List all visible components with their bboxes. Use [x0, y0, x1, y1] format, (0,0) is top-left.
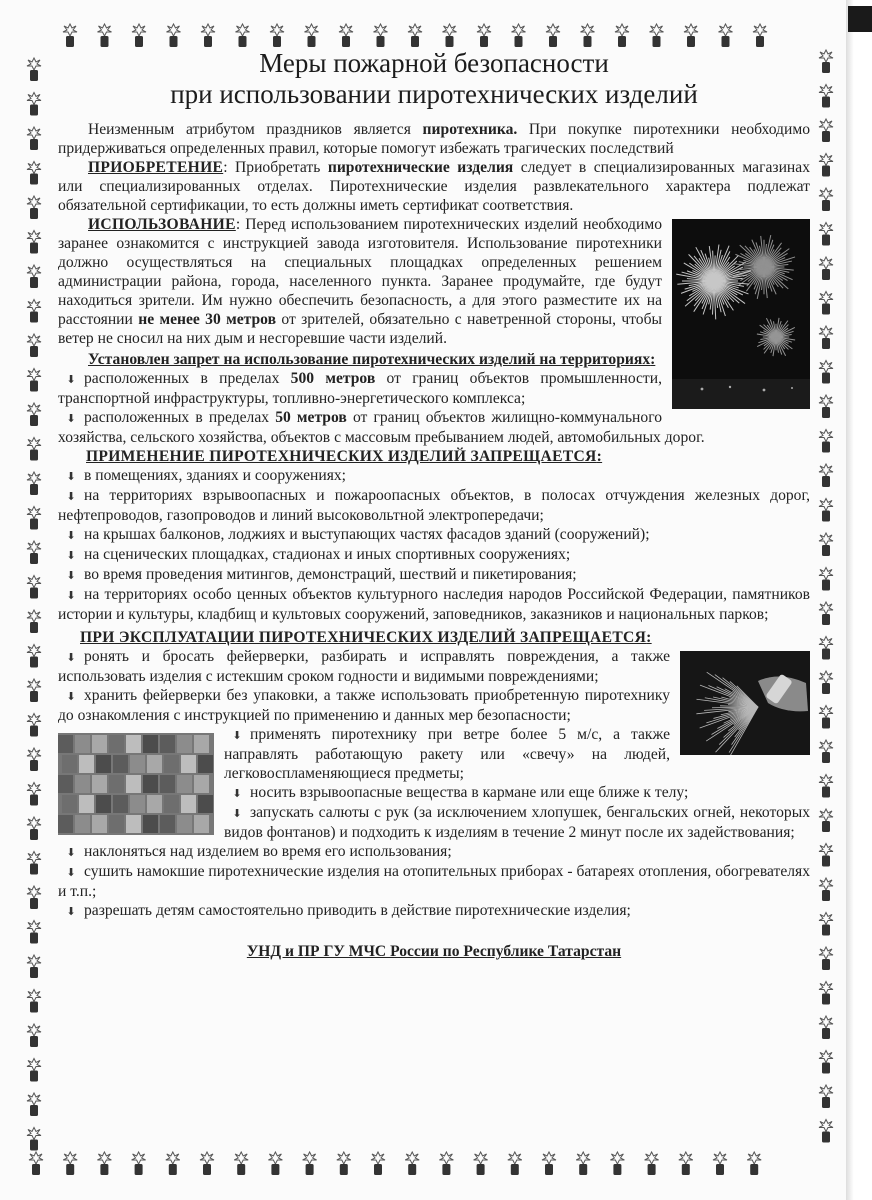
firework-rocket-icon	[27, 1093, 41, 1116]
list-item-text: на сценических площадках, стадионах и иных спортивных сооружениях;	[84, 546, 571, 563]
list-item	[58, 545, 810, 565]
firework-rocket-icon	[819, 982, 833, 1005]
list-item	[58, 803, 810, 842]
firework-rocket-icon	[27, 300, 41, 323]
list-item	[58, 862, 810, 901]
scan-edge-mark	[848, 6, 872, 32]
firework-rocket-icon	[27, 679, 41, 702]
firework-rocket-icon	[27, 714, 41, 737]
firework-rocket-icon	[305, 24, 319, 47]
firework-rocket-icon	[819, 395, 833, 418]
firework-rocket-icon	[753, 24, 767, 47]
firework-rocket-icon	[27, 1024, 41, 1047]
firework-rocket-icon	[27, 507, 41, 530]
list-item-text: применять пиротехнику при ветре более 5 м/с, а также направлять работающую ракету или «свечу» на людей, легковоспламеняющиеся предметы;	[224, 726, 670, 782]
firework-rocket-icon	[819, 154, 833, 177]
list-item-text: на крышах балконов, лоджиях и выступающих частях фасадов зданий (сооружений);	[84, 526, 650, 543]
arrow-bullet-icon: ⬇	[66, 905, 76, 918]
firework-rocket-icon	[27, 1059, 41, 1082]
list-item	[58, 408, 810, 447]
firework-rocket-icon	[27, 748, 41, 771]
ban-operation-list-bottom	[58, 725, 810, 921]
firework-rocket-icon	[819, 292, 833, 315]
firework-rocket-icon	[27, 438, 41, 461]
purchase-heading: ПРИОБРЕТЕНИЕ	[88, 159, 224, 176]
firework-rocket-icon	[167, 24, 181, 47]
arrow-bullet-icon: ⬇	[66, 529, 76, 542]
ban-operation-heading: ПРИ ЭКСПЛУАТАЦИИ ПИРОТЕХНИЧЕСКИХ ИЗДЕЛИЙ ЗАПРЕЩАЕТСЯ	[80, 629, 647, 646]
firework-rocket-icon	[819, 361, 833, 384]
firework-rocket-icon	[819, 706, 833, 729]
firework-rocket-icon	[27, 541, 41, 564]
list-item-text: от границ объектов промышленности, транспортной инфраструктуры, топливно-энергетического комплекса;	[58, 370, 662, 407]
list-item-text: сушить намокшие пиротехнические изделия на отопительных приборах - батареях отопления, обогревателях и т.п.;	[58, 863, 810, 900]
firework-rocket-icon	[819, 637, 833, 660]
arrow-bullet-icon: ⬇	[66, 651, 76, 664]
arrow-bullet-icon: ⬇	[232, 787, 242, 800]
firework-rocket-icon	[27, 990, 41, 1013]
arrow-bullet-icon: ⬇	[66, 490, 76, 503]
firework-rocket-icon	[819, 499, 833, 522]
list-item	[58, 466, 810, 486]
firework-rocket-icon	[63, 24, 77, 47]
usage-text: : Перед использованием пиротехнических изделий необходимо заранее ознакомится с инструкцией завода изготовителя. Использование пиротехники должно осуществляться на специальных площадках определенных решением администрации района, города, населенного пункта. Заранее продумайте, где будут находиться зрители. Им нужно обеспечить безопасность, а для этого разместите их на расстоянии	[58, 216, 662, 328]
firework-rocket-icon	[27, 196, 41, 219]
firework-rocket-icon	[819, 188, 833, 211]
firework-rocket-icon	[819, 947, 833, 970]
list-item-text: запускать салюты с рук (за исключением хлопушек, бенгальских огней, некоторых видов фонтанов) и подходить к изделиям в течение 2 минут после их задействования;	[224, 804, 810, 841]
arrow-bullet-icon: ⬇	[66, 866, 76, 879]
list-item	[58, 525, 810, 545]
firework-rocket-icon	[27, 127, 41, 150]
list-item-text: на территориях взрывоопасных и пожароопасных объектов, в полосах отчуждения железных дорог, нефтепроводов, газопроводов и линий высоковольтной электропередачи;	[58, 487, 810, 524]
firework-rocket-icon	[29, 1152, 43, 1175]
list-item-text: в помещениях, зданиях и сооружениях;	[84, 467, 346, 484]
list-item-text: во время проведения митингов, демонстраций, шествий и пикетирования;	[84, 566, 577, 583]
list-item-bold: 500 метров	[290, 370, 376, 387]
list-item	[58, 486, 810, 525]
firework-rocket-icon	[27, 58, 41, 81]
ban-territory-heading: Установлен запрет на использование пиротехнических изделий на территориях	[88, 351, 651, 368]
arrow-bullet-icon: ⬇	[232, 729, 242, 742]
firework-rocket-icon	[27, 921, 41, 944]
ban-territory-list	[58, 369, 810, 447]
firework-rocket-icon	[546, 24, 560, 47]
firework-rocket-icon	[819, 671, 833, 694]
scan-edge	[846, 0, 872, 1200]
ban-territory-colon: :	[650, 351, 656, 368]
firework-rocket-icon	[132, 24, 146, 47]
firework-rocket-icon	[650, 24, 664, 47]
firework-rocket-icon	[27, 93, 41, 116]
firework-rocket-icon	[819, 913, 833, 936]
firework-rocket-icon	[27, 162, 41, 185]
firework-rocket-icon	[819, 568, 833, 591]
intro-bold: пиротехника.	[422, 121, 518, 138]
ban-places-heading: ПРИМЕНЕНИЕ ПИРОТЕХНИЧЕСКИХ ИЗДЕЛИЙ ЗАПРЕЩАЕТСЯ	[86, 448, 597, 465]
list-item	[58, 783, 810, 803]
firework-rocket-icon	[477, 24, 491, 47]
arrow-bullet-icon: ⬇	[66, 690, 76, 703]
list-item	[58, 647, 810, 686]
firework-rocket-icon	[27, 1128, 41, 1151]
arrow-bullet-icon: ⬇	[66, 470, 76, 483]
firework-rocket-icon	[408, 24, 422, 47]
arrow-bullet-icon: ⬇	[66, 373, 76, 386]
firework-rocket-icon	[512, 24, 526, 47]
firework-rocket-icon	[819, 119, 833, 142]
arrow-bullet-icon: ⬇	[66, 569, 76, 582]
firework-rocket-icon	[819, 223, 833, 246]
firework-rocket-icon	[819, 844, 833, 867]
list-item	[58, 369, 810, 408]
usage-bold: не менее 30 метров	[138, 311, 277, 328]
firework-rocket-icon	[270, 24, 284, 47]
ban-operation-list-top	[58, 647, 810, 725]
ban-places-colon: :	[596, 448, 603, 465]
list-item	[58, 686, 810, 725]
list-item	[58, 565, 810, 585]
list-item-text: ронять и бросать фейерверки, разбирать и исправлять повреждения, а также использовать изделия с истекшим сроком годности и видимыми повреждениями;	[58, 648, 670, 685]
document-page	[58, 48, 810, 1158]
arrow-bullet-icon: ⬇	[66, 412, 76, 425]
firework-rocket-icon	[819, 85, 833, 108]
list-item-text: хранить фейерверки без упаковки, а также использовать приобретенную пиротехнику до ознакомления с инструкцией по применению и данных мер безопасности;	[58, 687, 670, 724]
usage-heading: ИСПОЛЬЗОВАНИЕ	[88, 216, 236, 233]
firework-rocket-icon	[443, 24, 457, 47]
ban-operation-heading-line	[58, 628, 810, 647]
firework-rocket-icon	[374, 24, 388, 47]
firework-rocket-icon	[819, 1016, 833, 1039]
firework-rocket-icon	[27, 403, 41, 426]
firework-rocket-icon	[819, 1120, 833, 1143]
purchase-bold: пиротехнические изделия	[327, 159, 514, 176]
title-line-1: Меры пожарной безопасности	[259, 48, 609, 78]
firework-rocket-icon	[27, 472, 41, 495]
firework-rocket-icon	[27, 334, 41, 357]
firework-rocket-icon	[819, 740, 833, 763]
intro-text-end: При покупке пиротехники необходимо придерживаться определенных правил, которые помогут избежать трагических последствий	[58, 121, 810, 157]
firework-rocket-icon	[27, 265, 41, 288]
firework-rocket-icon	[819, 1085, 833, 1108]
list-item-text: на территориях особо ценных объектов культурного наследия народов Российской Федерации, памятников истории и культуры, кладбищ и культовых сооружений, заповедников, заказников и национальных парков;	[58, 586, 810, 623]
firework-rocket-icon	[819, 430, 833, 453]
firework-rocket-icon	[27, 955, 41, 978]
firework-rocket-icon	[27, 783, 41, 806]
list-item	[58, 842, 810, 862]
firework-rocket-icon	[819, 533, 833, 556]
arrow-bullet-icon: ⬇	[66, 589, 76, 602]
firework-rocket-icon	[819, 878, 833, 901]
list-item-text: расположенных в пределах	[84, 409, 276, 426]
purchase-text: : Приобретать	[223, 159, 328, 176]
usage-text-end: от зрителей, обязательно с наветренной стороны, чтобы ветер не сносил на них дым и несгоревшие части изделий.	[58, 311, 662, 347]
firework-rocket-icon	[27, 610, 41, 633]
list-item-text: разрешать детям самостоятельно приводить в действие пиротехнические изделия;	[84, 902, 631, 919]
purchase-text-end: следует в специализированных магазинах или специализированных отделах. Пиротехнические изделия развлекательного характера подлежат обязательной сертификации, то есть должны иметь сертификат соответствия.	[58, 159, 810, 214]
ban-operation-colon: :	[646, 629, 652, 646]
list-item-text: от границ объектов жилищно-коммунального хозяйства, сельского хозяйства, объектов с массовым пребыванием людей, автомобильных дорог.	[58, 409, 705, 446]
firework-rocket-icon	[339, 24, 353, 47]
firework-rocket-icon	[98, 24, 112, 47]
firework-rocket-icon	[27, 817, 41, 840]
firework-rocket-icon	[819, 1051, 833, 1074]
firework-rocket-icon	[27, 576, 41, 599]
firework-rocket-icon	[819, 50, 833, 73]
list-item	[58, 725, 810, 783]
firework-rocket-icon	[27, 369, 41, 392]
firework-rocket-icon	[201, 24, 215, 47]
list-item	[58, 901, 810, 921]
arrow-bullet-icon: ⬇	[66, 549, 76, 562]
firework-rocket-icon	[27, 852, 41, 875]
list-item-text: наклоняться над изделием во время его использования;	[84, 843, 452, 860]
purchase-paragraph	[58, 158, 810, 215]
firework-rocket-icon	[615, 24, 629, 47]
list-item-bold: 50 метров	[275, 409, 347, 426]
firework-rocket-icon	[27, 231, 41, 254]
firework-rocket-icon	[719, 24, 733, 47]
firework-rocket-icon	[684, 24, 698, 47]
footer-signature: УНД и ПР ГУ МЧС России по Республике Татарстан	[246, 943, 622, 960]
firework-rocket-icon	[581, 24, 595, 47]
intro-text: Неизменным атрибутом праздников является	[88, 121, 423, 138]
list-item	[58, 585, 810, 624]
list-item-text: носить взрывоопасные вещества в кармане или еще ближе к телу;	[250, 784, 689, 801]
firework-rocket-icon	[819, 809, 833, 832]
firework-rocket-icon	[236, 24, 250, 47]
firework-rocket-icon	[27, 886, 41, 909]
firework-rocket-icon	[819, 464, 833, 487]
firework-rocket-icon	[819, 602, 833, 625]
firework-rocket-icon	[819, 326, 833, 349]
list-item-text: расположенных в пределах	[84, 370, 291, 387]
title-line-2: при использовании пиротехнических изделий	[170, 79, 698, 109]
firework-rocket-icon	[819, 775, 833, 798]
firework-rocket-icon	[819, 257, 833, 280]
ban-places-heading-line	[58, 447, 810, 466]
arrow-bullet-icon: ⬇	[232, 807, 242, 820]
arrow-bullet-icon: ⬇	[66, 846, 76, 859]
page-title	[58, 48, 810, 110]
intro-paragraph	[58, 120, 810, 158]
firework-rocket-icon	[27, 645, 41, 668]
ban-places-list	[58, 466, 810, 624]
